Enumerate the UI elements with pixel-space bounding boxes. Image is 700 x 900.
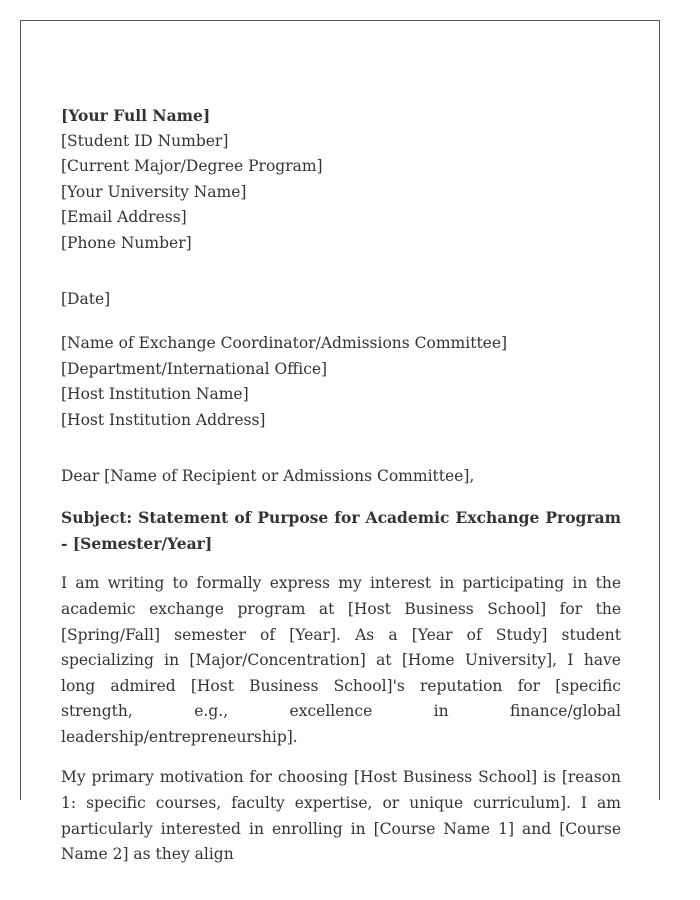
salutation: Dear [Name of Recipient or Admissions Committee],	[61, 466, 475, 485]
body-paragraph-1: I am writing to formally express my interest in participating in the academic exchange program at [Host Business School] for the [Spring/Fall] semester of [Year]. As a [Year of Study] student specializing in [Major/Concentration] at [Home University], I have long admired [Host Business School]'s reputation for [specific strength, e.g., excellence in finance/global leadership/entrepreneurship].	[61, 574, 621, 746]
body-paragraph-2: My primary motivation for choosing [Host Business School] is [reason 1: specific courses, faculty expertise, or unique curriculum]. I am particularly interested in enrolling in [Course Name 1] and [Course Name 2] as they align	[61, 768, 621, 864]
recipient-name: [Name of Exchange Coordinator/Admissions Committee]	[61, 334, 508, 353]
subject-line: Subject: Statement of Purpose for Academic Exchange Program - [Semester/Year]	[61, 508, 621, 553]
sender-email: [Email Address]	[61, 208, 187, 227]
recipient-department: [Department/International Office]	[61, 359, 328, 378]
sender-phone: [Phone Number]	[61, 233, 192, 252]
recipient-address: [Host Institution Address]	[61, 410, 266, 429]
sender-full-name: [Your Full Name]	[61, 106, 211, 125]
sender-student-id: [Student ID Number]	[61, 131, 229, 150]
letter-date: [Date]	[61, 289, 111, 308]
letter-body	[61, 103, 621, 868]
sender-major: [Current Major/Degree Program]	[61, 157, 323, 176]
recipient-institution: [Host Institution Name]	[61, 385, 249, 404]
letter-page	[20, 20, 660, 864]
sender-university: [Your University Name]	[61, 182, 247, 201]
